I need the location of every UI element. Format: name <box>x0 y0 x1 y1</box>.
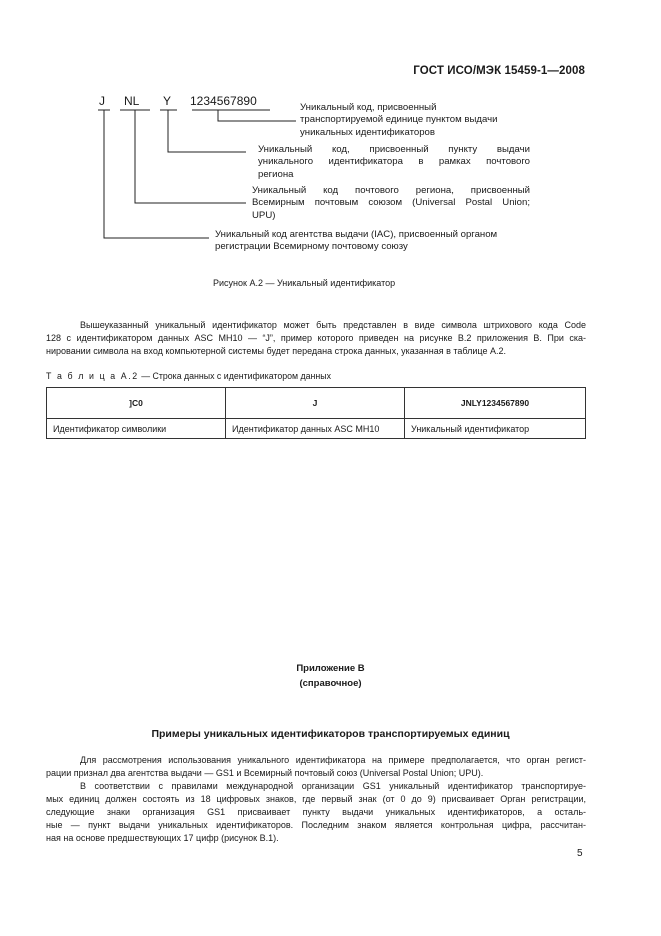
appendix-paragraph-2: В соответствии с правилами международной организации GS1 уникальный идентификатор транспортируе- мых единиц должен состоять из 18 цифровых знаков, где первый знак (от 0 до 9) присваивает Орган регистрации, следующие знаки организация GS1 присваивает пункту выдачи уникальных идентификаторов, а осталь- ные — пункт выдачи уникальных идентификаторов. Последним знаком является контрольная цифра, рассчитан- ная на основе предшествующих 17 цифр (рисунок В.1). <box>46 781 586 843</box>
description-postal-region: Уникальный код почтового региона, присвоенный Всемирным почтовым союзом (Universal Postal Union; UPU) <box>252 185 530 221</box>
table-title <box>46 371 331 381</box>
table-row <box>47 419 586 439</box>
document-header: ГОСТ ИСО/МЭК 15459-1—2008 <box>413 65 585 77</box>
appendix-heading <box>0 661 661 691</box>
table-header-cell: J <box>226 388 405 419</box>
page-number: 5 <box>577 848 583 859</box>
connector-iac <box>104 110 209 238</box>
code-unique-unit: 1234567890 <box>190 94 257 108</box>
code-issuing-point: Y <box>163 94 172 108</box>
intro-paragraph: Вышеуказанный уникальный идентификатор может быть представлен в виде символа штрихового кода Code 128 с идентификатором данных ASC MH10 — “J”, пример которого приведен на рисунке В.2 приложения В. При ска- нировании символа на вход компьютерной системы будет передана строка данных, указанная в таблице А.2. <box>46 320 586 356</box>
table-header-row <box>47 388 586 419</box>
table-cell: Идентификатор данных ASC MH10 <box>226 419 405 439</box>
table-label: Т а б л и ц а А.2 <box>46 371 139 381</box>
appendix-kind: (справочное) <box>299 678 362 689</box>
description-iac: Уникальный код агентства выдачи (IAC), присвоенный органом регистрации Всемирному почтовому союзу <box>215 229 498 253</box>
description-unique-unit: Уникальный код, присвоенный транспортируемой единице пунктом выдачи уникальных идентификаторов <box>300 102 498 138</box>
connector-postal-region <box>135 110 246 203</box>
description-issuing-point: Уникальный код, присвоенный пункту выдачи уникального идентификатора в рамках почтового региона <box>258 144 530 180</box>
appendix-paragraph-1: Для рассмотрения использования уникального идентификатора на примере предполагается, что орган регист- рации признал два агентства выдачи — GS1 и Всемирный почтовый союз (Universal Postal Union; UPU). <box>46 755 586 778</box>
table-header-cell: ]C0 <box>47 388 226 419</box>
data-string-table <box>46 387 586 439</box>
table-cell: Уникальный идентификатор <box>405 419 586 439</box>
figure-caption: Рисунок А.2 — Уникальный идентификатор <box>213 278 396 288</box>
table-cell: Идентификатор символики <box>47 419 226 439</box>
code-iac: J <box>99 94 105 108</box>
table-caption: — Строка данных с идентификатором данных <box>138 371 331 381</box>
appendix-title: Примеры уникальных идентификаторов транспортируемых единиц <box>151 728 510 740</box>
table-header-cell: JNLY1234567890 <box>405 388 586 419</box>
connector-issuing-point <box>168 110 246 152</box>
code-postal-region: NL <box>124 94 140 108</box>
connector-unique-unit <box>218 110 296 121</box>
appendix-name: Приложение В <box>296 663 365 674</box>
